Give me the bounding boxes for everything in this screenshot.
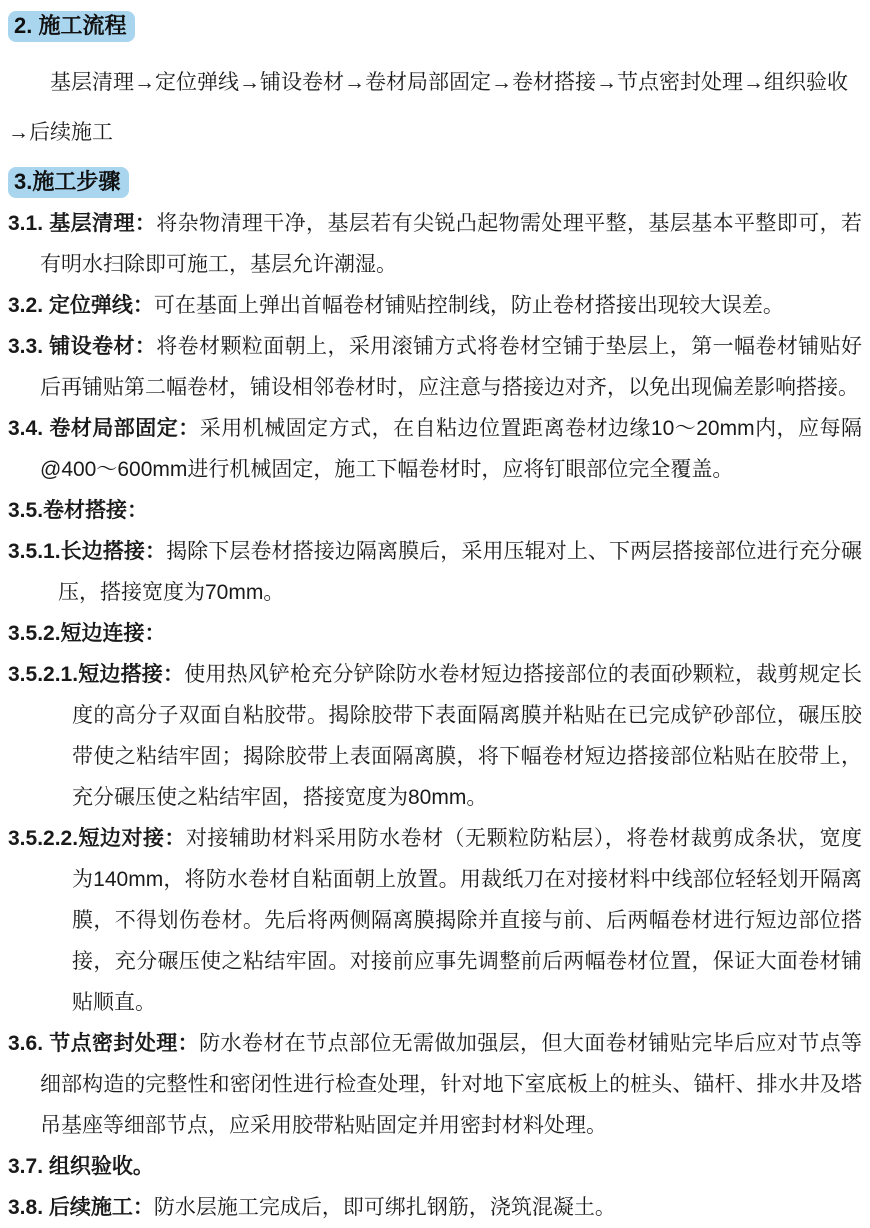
step-label: 铺设卷材： — [49, 335, 157, 358]
step-body: 对接辅助材料采用防水卷材（无颗粒防粘层），将卷材裁剪成条状，宽度为140mm，将防水卷材自粘面朝上放置。用裁纸刀在对接材料中线部位轻轻划开隔离膜，不得划伤卷材。先后将两侧隔离膜揭除并直接与前、后两幅卷材进行短边部位搭接，充分碾压使之粘结牢固。对接前应事先调整前后两幅卷材位置，保证大面卷材铺贴顺直。 — [72, 827, 862, 1014]
step-label: 组织验收。 — [48, 1155, 154, 1178]
step-label: 卷材局部固定： — [49, 417, 200, 440]
section-3-heading: 3.施工步骤 — [8, 167, 129, 198]
step-number: 3.5.1. — [8, 540, 61, 563]
step-3-8 — [8, 1187, 862, 1228]
step-number: 3.7. — [8, 1155, 49, 1178]
step-body: 采用机械固定方式，在自粘边位置距离卷材边缘10～20mm内，应每隔@400～600mm进行机械固定，施工下幅卷材时，应将钉眼部位完全覆盖。 — [40, 417, 863, 481]
step-label: 基层清理： — [49, 212, 157, 235]
step-label: 短边搭接： — [78, 663, 185, 686]
step-body: 可在基面上弹出首幅卷材铺贴控制线，防止卷材搭接出现较大误差。 — [153, 294, 784, 317]
step-number: 3.5.2. — [8, 622, 61, 645]
step-label: 长边搭接： — [60, 540, 167, 563]
step-number: 3.1. — [8, 212, 50, 235]
step-number: 3.5.2.2. — [8, 827, 79, 850]
step-label: 节点密封处理： — [49, 1032, 200, 1055]
step-3-7 — [8, 1146, 862, 1187]
step-3-5-2 — [8, 613, 862, 654]
step-body: 防水卷材在节点部位无需做加强层，但大面卷材铺贴完毕后应对节点等细部构造的完整性和密闭性进行检查处理，针对地下室底板上的桩头、锚杆、排水井及塔吊基座等细部节点，应采用胶带粘贴固定并用密封材料处理。 — [40, 1032, 863, 1137]
step-label: 短边连接： — [60, 622, 166, 645]
step-body: 防水层施工完成后，即可绑扎钢筋，浇筑混凝土。 — [153, 1196, 616, 1219]
step-body: 将卷材颗粒面朝上，采用滚铺方式将卷材空铺于垫层上，第一幅卷材铺贴好后再铺贴第二幅卷材，铺设相邻卷材时，应注意与搭接边对齐，以免出现偏差影响搭接。 — [40, 335, 862, 399]
step-number: 3.5.2.1. — [8, 663, 79, 686]
step-label: 后续施工： — [48, 1196, 154, 1219]
step-3-6 — [8, 1023, 862, 1146]
step-body: 揭除下层卷材搭接边隔离膜后，采用压辊对上、下两层搭接部位进行充分碾压，搭接宽度为70mm。 — [58, 540, 862, 604]
step-3-5-2-2 — [8, 818, 862, 1023]
step-body: 将杂物清理干净，基层若有尖锐凸起物需处理平整，基层基本平整即可，若有明水扫除即可施工，基层允许潮湿。 — [40, 212, 862, 276]
step-3-1 — [8, 203, 862, 285]
step-label: 定位弹线： — [48, 294, 154, 317]
step-3-5-2-1 — [8, 654, 862, 818]
step-3-3 — [8, 326, 862, 408]
step-3-5 — [8, 490, 862, 531]
step-label: 短边对接： — [78, 827, 186, 850]
step-label: 卷材搭接： — [43, 499, 149, 522]
step-3-2 — [8, 285, 862, 326]
step-number: 3.8. — [8, 1196, 49, 1219]
step-number: 3.3. — [8, 335, 50, 358]
step-number: 3.4. — [8, 417, 50, 440]
section-2-flow-text: 基层清理→定位弹线→铺设卷材→卷材局部固定→卷材搭接→节点密封处理→组织验收→后续施工 — [8, 71, 848, 144]
step-body: 使用热风铲枪充分铲除防水卷材短边搭接部位的表面砂颗粒，裁剪规定长度的高分子双面自粘胶带。揭除胶带下表面隔离膜并粘贴在已完成铲砂部位，碾压胶带使之粘结牢固；揭除胶带上表面隔离膜，将下幅卷材短边搭接部位粘贴在胶带上，充分碾压使之粘结牢固，搭接宽度为80mm。 — [72, 663, 862, 809]
step-3-5-1 — [8, 531, 862, 613]
step-number: 3.2. — [8, 294, 49, 317]
section-2-heading: 2. 施工流程 — [8, 11, 135, 42]
step-number: 3.5. — [8, 499, 44, 522]
step-number: 3.6. — [8, 1032, 50, 1055]
step-3-4 — [8, 408, 862, 490]
